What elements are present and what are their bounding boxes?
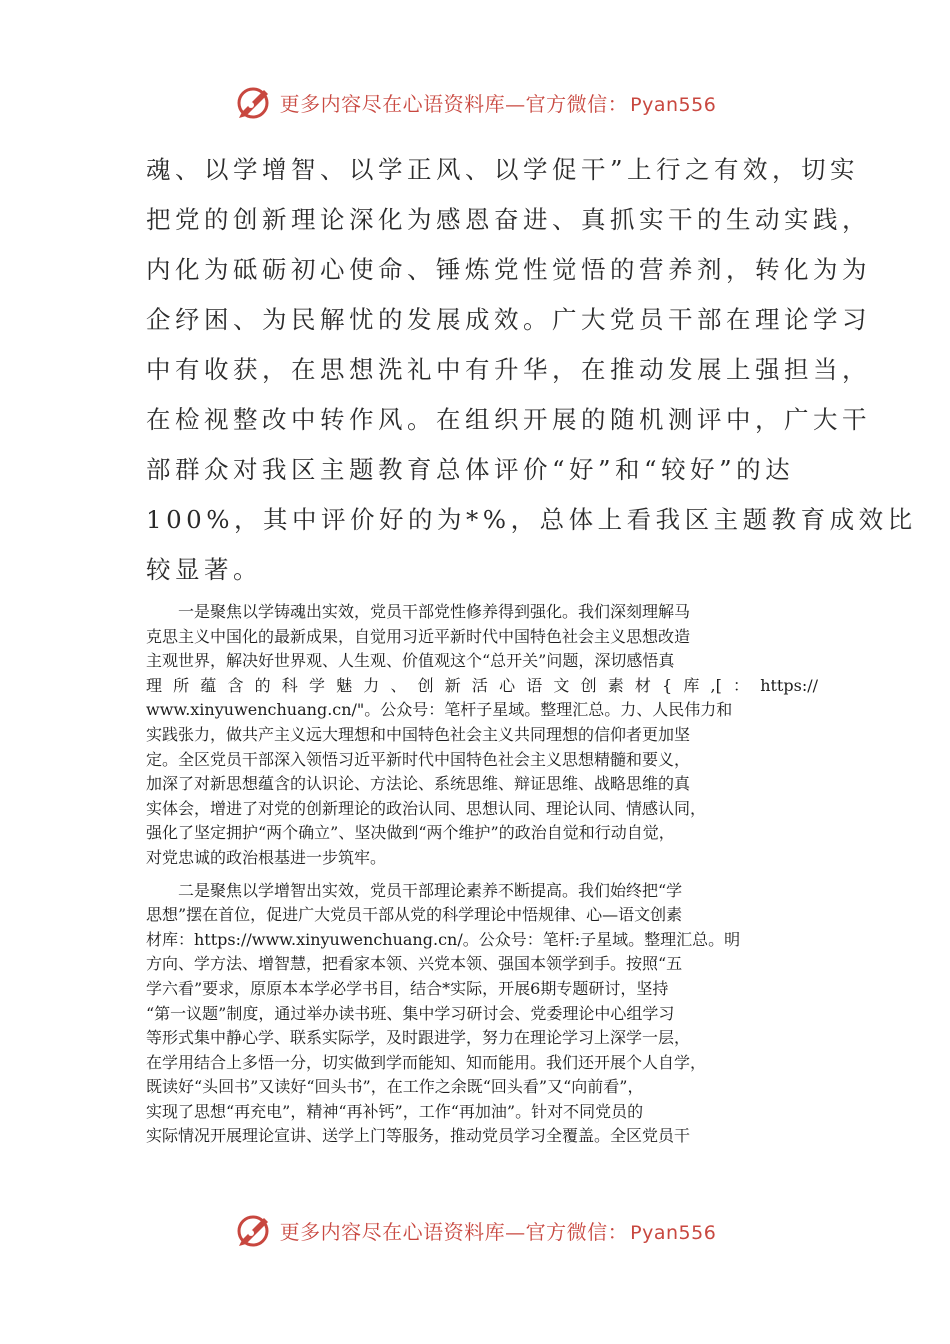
watermark-wechat-id: Pyan556 [630,1221,717,1244]
text-line: “第一议题”制度，通过举办读书班、集中学习研讨会、党委理论中心组学习 [146,1003,675,1023]
text-line: 企纾困、为民解忧的发展成效。广大党员干部在理论学习 [146,305,871,334]
text-line: 实现了思想“再充电”，精神“再补钙”，工作“再加油”。针对不同党员的 [146,1101,644,1121]
text-line: 一是聚焦以学铸魂出实效，党员干部党性修养得到强化。我们深刻理解马 [146,602,691,621]
pen-logo-icon [234,82,274,122]
text-line: 材库：https://www.xinyuwenchuang.cn/。公众号：笔杆:子星域。整理汇总。明 [146,929,741,949]
paragraph-1 [146,600,818,871]
text-line: 部群众对我区主题教育总体评价“好”和“较好”的达 [146,455,795,484]
text-line: 较显著。 [146,555,262,584]
text-line: 内化为砥砺初心使命、锤炼党性觉悟的营养剂，转化为为 [146,255,871,284]
watermark-text [280,88,717,117]
text-line: 既读好“头回书”又读好“回头书”，在工作之余既“回头看”又“向前看”， [146,1077,644,1097]
text-line: 学六看”要求，原原本本学必学书目，结合*实际，开展6期专题研讨，坚持 [146,978,669,998]
text-line: 实体会，增进了对党的创新理论的政治认同、思想认同、理论认同、情感认同， [146,798,707,818]
text-line: 对党忠诚的政治根基进一步筑牢。 [146,847,387,867]
text-line: 理所蕴含的科学魅力、创新活心语文创素材{库,[：https:// [146,675,818,695]
text-line: 加深了对新思想蕴含的认识论、方法论、系统思维、辩证思维、战略思维的真 [146,774,691,794]
text-line: 二是聚焦以学增智出实效，党员干部理论素养不断提高。我们始终把“学 [146,880,683,900]
text-line: www.xinyuwenchuang.cn/"。公众号：笔杆子星域。整理汇总。力、人民伟力和 [146,700,733,720]
text-line: 主观世界，解决好世界观、人生观、价值观这个“总开关”问题，深切感悟真 [146,651,675,671]
text-line: 实际情况开展理论宣讲、送学上门等服务，推动党员学习全覆盖。全区党员干 [146,1126,691,1146]
pen-logo-icon [234,1210,274,1250]
text-line: 强化了坚定拥护“两个确立”、坚决做到“两个维护”的政治自觉和行动自觉， [146,823,675,843]
watermark-banner-top [0,82,950,122]
text-line: 把党的创新理论深化为感恩奋进、真抓实干的生动实践， [146,205,871,234]
large-text-block [146,148,917,598]
text-line: 在检视整改中转作风。在组织开展的随机测评中，广大干 [146,405,871,434]
watermark-text [280,1216,717,1245]
watermark-wechat-id: Pyan556 [630,93,717,116]
text-line: 中有收获，在思想洗礼中有升华，在推动发展上强担当， [146,355,871,384]
text-line: 克思主义中国化的最新成果，自觉用习近平新时代中国特色社会主义思想改造 [146,626,691,646]
text-line: 在学用结合上多悟一分，切实做到学而能知、知而能用。我们还开展个人自学， [146,1052,707,1072]
watermark-label: 更多内容尽在心语资料库—官方微信： [279,1219,629,1244]
text-line: 魂、以学增智、以学正风、以学促干”上行之有效，切实 [146,155,860,184]
body-text-block [146,600,818,1149]
watermark-label: 更多内容尽在心语资料库—官方微信： [279,91,629,116]
paragraph-2 [146,879,818,1150]
text-line: 方向、学方法、增智慧，把看家本领、兴党本领、强国本领学到手。按照“五 [146,954,683,974]
text-line: 思想”摆在首位，促进广大党员干部从党的科学理论中悟规律、心—语文创素 [146,905,683,925]
watermark-banner-bottom [0,1210,950,1250]
text-line: 实践张力，做共产主义远大理想和中国特色社会主义共同理想的信仰者更加坚 [146,724,691,744]
text-line: 100%，其中评价好的为*%，总体上看我区主题教育成效比 [146,505,917,534]
text-line: 等形式集中静心学、联系实际学，及时跟进学，努力在理论学习上深学一层， [146,1028,691,1048]
text-line: 定。全区党员干部深入领悟习近平新时代中国特色社会主义思想精髓和要义， [146,749,691,769]
